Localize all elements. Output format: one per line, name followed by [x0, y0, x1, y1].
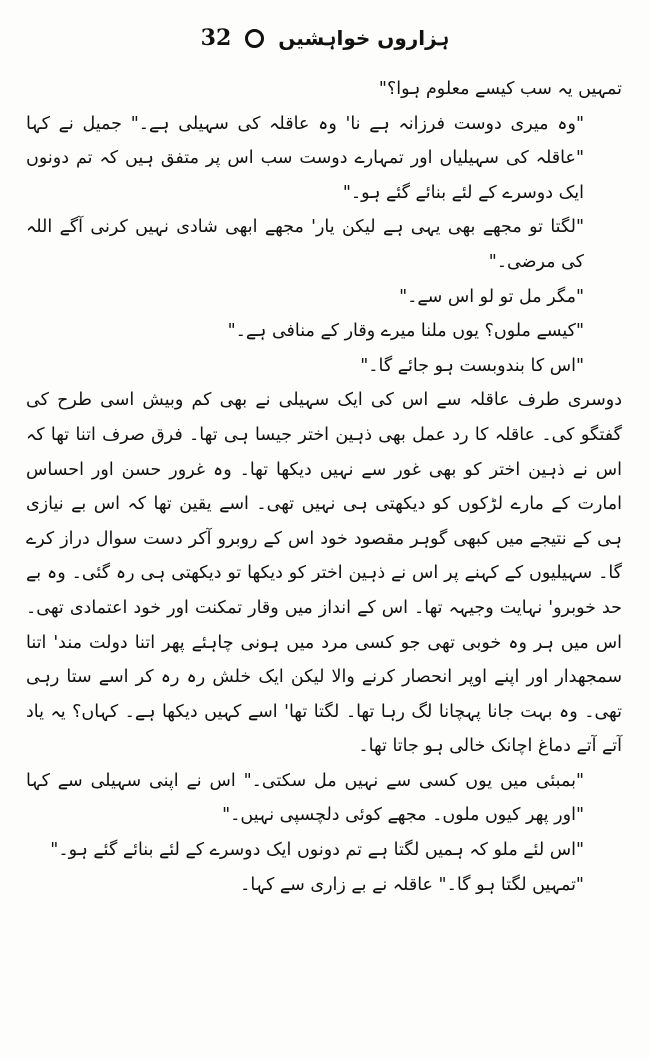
circle-separator-icon [245, 29, 264, 48]
paragraph: "لگتا تو مجھے بھی یہی ہے لیکن یار' مجھے ابھی شادی نہیں کرنی آگے اللہ کی مرضی۔" [26, 217, 584, 272]
paragraph: "بمبئی میں یوں کسی سے نہیں مل سکتی۔" اس نے اپنی سہیلی سے کہا "اور پھر کیوں ملوں۔ مجھے کوئی دلچسپی نہیں۔" [26, 770, 584, 826]
paragraph: تمہیں یہ سب کیسے معلوم ہوا؟" [378, 79, 622, 99]
paragraph: "اس لئے ملو کہ ہمیں لگتا ہے تم دونوں ایک دوسرے کے لئے بنائے گئے ہو۔" [50, 840, 584, 861]
book-title: ہزاروں خواہشیں [278, 26, 450, 50]
paragraph: "کیسے ملوں؟ یوں ملنا میرے وقار کے منافی ہے۔" [227, 321, 584, 342]
page-header [0, 18, 650, 58]
paragraph: "اس کا بندوبست ہو جائے گا۔" [360, 355, 584, 376]
paragraph: "وہ میری دوست فرزانہ ہے نا' وہ عاقلہ کی سہیلی ہے۔" جمیل نے کہا "عاقلہ کی سہیلیاں اور تمہارے دوست سب اس پر متفق ہیں کہ تم دونوں ایک دوسرے کے لئے بنائے گئے ہو۔" [26, 113, 584, 203]
paragraph: دوسری طرف عاقلہ سے اس کی ایک سہیلی نے بھی کم وبیش اسی طرح کی گفتگو کی۔ عاقلہ کا رد عمل بھی ذہین اختر جیسا ہی تھا۔ فرق صرف اتنا تھا کہ اس نے ذہین اختر کو بھی غور سے نہیں دیکھا تھا۔ وہ غرور حسن اور احساس امارت کے مارے لڑکوں کو دیکھتی ہی نہیں تھی۔ اسے یقین تھا کہ اس بے نیازی ہی کے نتیجے میں کبھی گوہر مقصود خود اس کے روبرو آکر دست سوال دراز کرے گا۔ سہیلیوں کے کہنے پر اس نے ذہین اختر کو دیکھا تو دیکھتی ہی رہ گئی۔ وہ بے حد خوبرو' نہایت وجیہہ تھا۔ اس کے انداز میں وقار تمکنت اور خود اعتمادی تھی۔ اس میں ہر وہ خوبی تھی جو کسی مرد میں ہونی چاہئے پھر اتنا دولت مند' اتنا سمجھدار اور اپنے اوپر انحصار کرنے والا لیکن ایک خلش رہ رہ کر اسے ستا رہی تھی۔ وہ بہت جانا پہچانا لگ رہا تھا۔ لگتا تھا' اسے کہیں دیکھا ہے۔ کہاں؟ یہ یاد آتے آتے دماغ اچانک خالی ہو جاتا تھا۔ [26, 390, 622, 757]
page-body [26, 72, 622, 902]
paragraph: "مگر مل تو لو اس سے۔" [399, 286, 584, 307]
paragraph: "تمہیں لگتا ہو گا۔" عاقلہ نے بے زاری سے کہا۔ [240, 874, 584, 895]
page-number: 32 [200, 25, 232, 51]
